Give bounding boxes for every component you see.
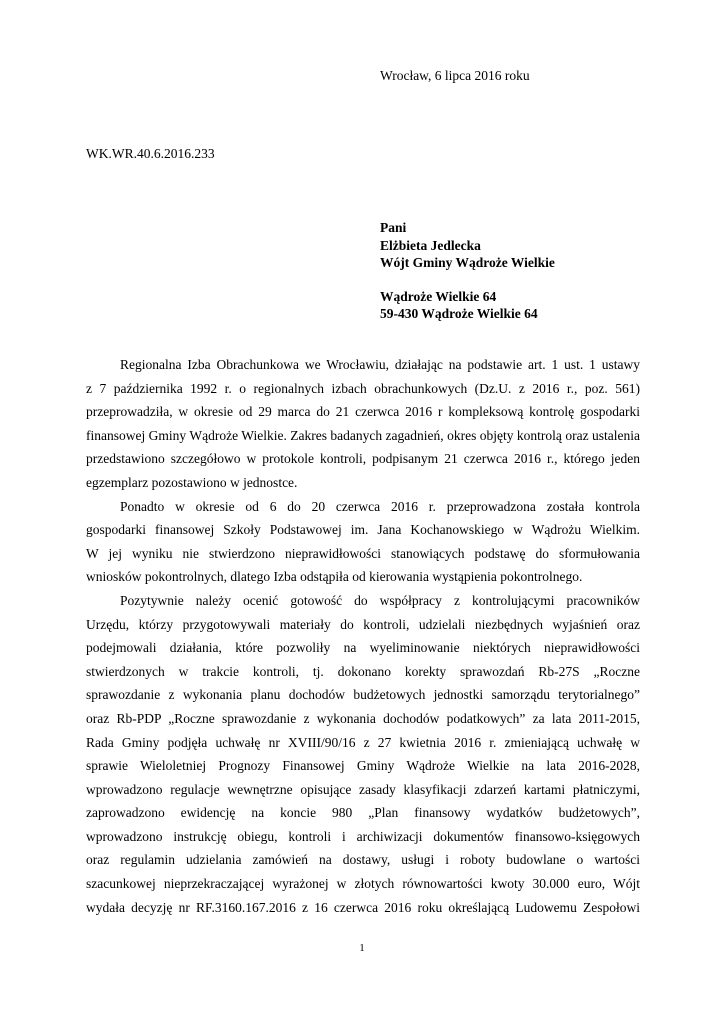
addressee-gap: [380, 272, 555, 288]
page-number: 1: [359, 942, 365, 954]
paragraph-line: stwierdzonych w trakcie kontroli, tj. dokonano korekty sprawozdań Rb-27S „Roczne: [86, 663, 640, 679]
paragraph-line: Ponadto w okresie od 6 do 20 czerwca 2016 r. przeprowadzona została kontrola: [120, 498, 640, 514]
paragraph-line: Rada Gminy podjęła uchwałę nr XVIII/90/16 z 27 kwietnia 2016 r. zmieniającą uchwałę w: [86, 734, 640, 750]
paragraph-line: oraz regulamin udzielania zamówień na dostawy, usługi i roboty budowlane o wartości: [86, 852, 640, 868]
paragraph-line: podejmowali działania, które pozwoliły na wyeliminowanie niektórych nieprawidłowości: [86, 640, 640, 656]
addressee-street: Wądroże Wielkie 64: [380, 288, 497, 304]
addressee-title: Wójt Gminy Wądroże Wielkie: [380, 255, 555, 270]
addressee-name: Elżbieta Jedlecka: [380, 237, 481, 253]
letter-body: [86, 353, 640, 919]
paragraph-line: wydała decyzję nr RF.3160.167.2016 z 16 czerwca 2016 roku określającą Ludowemu Zespołowi: [86, 899, 640, 915]
paragraph-line: oraz Rb-PDP „Roczne sprawozdanie z wykonania dochodów podatkowych” za lata 2011-2015,: [86, 710, 640, 726]
addressee-block: [380, 219, 555, 323]
paragraph-2: [86, 495, 640, 589]
paragraph-line: wprowadzono regulacje wewnętrzne opisujące zasady klasyfikacji zdarzeń kartami płatniczymi,: [86, 781, 640, 797]
paragraph-1: [86, 353, 640, 495]
paragraph-line: Urzędu, którzy przygotowywali materiały do kontroli, udzielali niezbędnych wyjaśnień oraz: [86, 616, 640, 632]
paragraph-line: przeprowadziła, w okresie od 29 marca do 21 czerwca 2016 r kompleksową kontrolę gospodarki: [86, 404, 640, 420]
paragraph-line: egzemplarz pozostawiono w jednostce.: [86, 474, 298, 490]
paragraph-line: W jej wyniku nie stwierdzono nieprawidłowości stanowiących podstawę do sformułowania: [86, 545, 640, 561]
paragraph-line: gospodarki finansowej Szkoły Podstawowej im. Jana Kochanowskiego w Wądrożu Wielkim.: [86, 522, 640, 538]
paragraph-line: szacunkowej nieprzekraczającej wyrażonej w złotych równowartości kwoty 30.000 euro, Wójt: [86, 876, 640, 892]
paragraph-line: zaprowadzono ewidencję na koncie 980 „Plan finansowy wydatków budżetowych”,: [86, 805, 640, 821]
paragraph-line: Regionalna Izba Obrachunkowa we Wrocławiu, działając na podstawie art. 1 ust. 1 ustawy: [120, 357, 640, 372]
paragraph-line: sprawie Wieloletniej Prognozy Finansowej Gminy Wądroże Wielkie na lata 2016-2028,: [86, 758, 640, 774]
addressee-postal: 59-430 Wądroże Wielkie 64: [380, 306, 538, 321]
addressee-salutation: Pani: [380, 220, 407, 235]
paragraph-line: wniosków pokontrolnych, dlatego Izba odstąpiła od kierowania wystąpienia pokontrolnego.: [86, 569, 583, 585]
paragraph-line: Pozytywnie należy ocenić gotowość do współpracy z kontrolującymi pracowników: [120, 592, 640, 608]
paragraph-line: z 7 października 1992 r. o regionalnych izbach obrachunkowych (Dz.U. z 2016 r., poz. 561): [86, 380, 640, 396]
paragraph-line: wprowadzono instrukcję obiegu, kontroli i archiwizacji dokumentów finansowo-księgowych: [86, 828, 640, 844]
paragraph-3: [86, 589, 640, 919]
paragraph-line: sprawozdanie z wykonania planu dochodów budżetowych jednostki samorządu terytorialnego”: [86, 687, 640, 703]
paragraph-line: finansowej Gminy Wądroże Wielkie. Zakres badanych zagadnień, okres objęty kontrolą oraz ustalenia: [86, 427, 640, 443]
reference-number: WK.WR.40.6.2016.233: [86, 146, 215, 161]
paragraph-line: przedstawiono szczegółowo w protokole kontroli, podpisanym 21 czerwca 2016 r., którego jeden: [86, 451, 640, 467]
place-date: Wrocław, 6 lipca 2016 roku: [380, 68, 530, 83]
